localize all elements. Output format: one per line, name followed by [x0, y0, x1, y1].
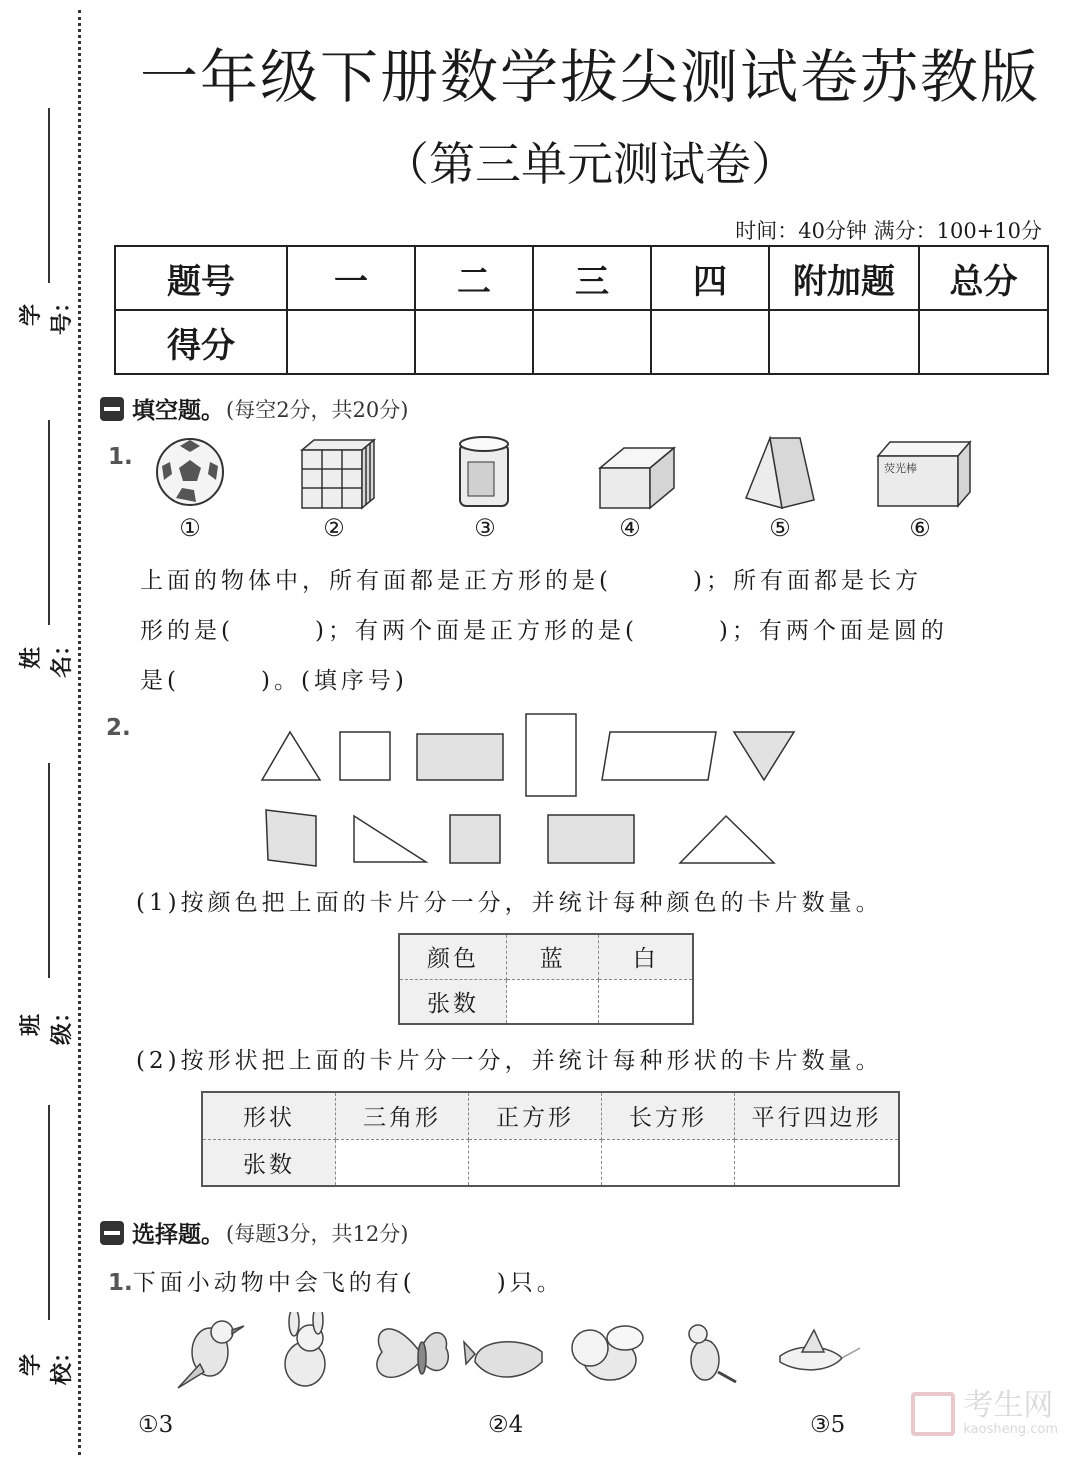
triangular-prism-icon	[746, 438, 814, 508]
score-cell[interactable]	[769, 310, 919, 374]
rabbit-icon	[285, 1312, 325, 1386]
score-col-3: 三	[533, 246, 651, 310]
s2-q1	[108, 1264, 564, 1297]
s2-q1-text: 下面小动物中会飞的有( )只。	[132, 1270, 564, 1296]
score-cell[interactable]	[919, 310, 1048, 374]
s1-q2-number: 2.	[106, 715, 131, 741]
score-cell[interactable]	[533, 310, 651, 374]
shape-table-header-square: 正方形	[469, 1092, 602, 1139]
shape-table-header-triangle: 三角形	[336, 1092, 469, 1139]
class-rule	[48, 763, 50, 978]
card-parallelogram-blue	[266, 810, 316, 866]
shape-table-header-rectangle: 长方形	[602, 1092, 735, 1139]
card-right-triangle-white	[354, 816, 426, 862]
section1-header	[100, 392, 408, 425]
color-table-header-blue: 蓝	[507, 934, 599, 979]
rubik-cube-icon	[302, 440, 374, 508]
figure-label-1: ①	[179, 514, 201, 542]
color-table-cell[interactable]	[507, 979, 599, 1024]
s1-q1-line-2: 形的是( )；有两个面是正方形的是( )；有两个面是圆的	[140, 618, 948, 644]
color-table-header-white: 白	[599, 934, 693, 979]
name-rule	[48, 420, 50, 625]
score-cell[interactable]	[651, 310, 769, 374]
glow-stick-box-icon	[878, 442, 970, 506]
figure-label-6: ⑥	[909, 514, 931, 542]
figure-label-2: ②	[323, 514, 345, 542]
binding-dashed-line	[78, 10, 81, 1455]
score-col-1: 一	[287, 246, 415, 310]
shape-table-row-label: 张数	[202, 1139, 336, 1186]
cuboid-icon	[600, 448, 674, 508]
shape-table-cell[interactable]	[336, 1139, 469, 1186]
score-col-4: 四	[651, 246, 769, 310]
section-marker-icon	[100, 397, 124, 421]
score-table	[114, 245, 1049, 375]
s1-q2-cards	[250, 708, 810, 878]
school-rule	[48, 1105, 50, 1320]
score-table-header-row	[115, 246, 1048, 310]
card-square-blue	[450, 815, 500, 863]
score-col-bonus: 附加题	[769, 246, 919, 310]
option-3[interactable]: ③5	[810, 1412, 846, 1438]
card-rectangle-blue-2	[548, 815, 634, 863]
score-col-total: 总分	[919, 246, 1048, 310]
s1-q2-part1: (1)按颜色把上面的卡片分一分，并统计每种颜色的卡片数量。	[136, 890, 883, 916]
option-1[interactable]: ①3	[138, 1412, 174, 1438]
s1-q1-line-3: 是( )。(填序号)	[140, 668, 408, 694]
student-id-label: 学号：	[19, 290, 75, 335]
score-col-2: 二	[415, 246, 533, 310]
card-parallelogram-white	[602, 732, 716, 780]
score-col-label: 题号	[115, 246, 287, 310]
time-info: 时间：40分钟 满分：100+10分	[735, 219, 1042, 243]
page-title: 一年级下册数学拔尖测试卷苏教版	[139, 43, 1040, 111]
page-subtitle: （第三单元测试卷）	[383, 137, 797, 191]
butterfly-icon	[377, 1329, 448, 1377]
bee-icon	[572, 1326, 643, 1380]
card-triangle-white	[262, 732, 320, 780]
shape-table-header-label: 形状	[202, 1092, 336, 1139]
score-cell[interactable]	[287, 310, 415, 374]
shape-table	[201, 1091, 900, 1187]
score-cell[interactable]	[415, 310, 533, 374]
shape-table-cell[interactable]	[735, 1139, 900, 1186]
s2-q1-animals	[170, 1312, 870, 1398]
card-square-white	[340, 732, 390, 780]
s2-q1-number: 1.	[108, 1270, 133, 1296]
shape-table-header-parallelogram: 平行四边形	[735, 1092, 900, 1139]
card-rectangle-tall-white	[526, 714, 576, 796]
score-row-label: 得分	[115, 310, 287, 374]
kangaroo-icon	[689, 1325, 736, 1382]
figure-label-4: ④	[619, 514, 641, 542]
watermark-en: kaosheng.com	[963, 1422, 1058, 1437]
section2-title: 选择题。	[132, 1222, 224, 1248]
bird-icon	[178, 1321, 244, 1388]
option-2[interactable]: ②4	[488, 1412, 524, 1438]
s1-q1-number: 1.	[108, 444, 133, 470]
section2-note: (每题3分，共12分)	[226, 1221, 409, 1246]
soccer-ball-icon	[157, 439, 223, 505]
figure-label-3: ③	[474, 514, 496, 542]
student-id-rule	[48, 108, 50, 283]
shape-table-cell[interactable]	[469, 1139, 602, 1186]
watermark	[911, 1390, 1058, 1437]
card-rectangle-blue	[417, 734, 503, 780]
watermark-cn: 考生网	[963, 1388, 1054, 1423]
dove-icon	[780, 1330, 860, 1370]
score-table-score-row	[115, 310, 1048, 374]
shape-table-cell[interactable]	[602, 1139, 735, 1186]
whale-icon	[464, 1342, 542, 1377]
jar-cylinder-icon	[460, 437, 508, 506]
s1-q1-figures	[150, 432, 980, 512]
card-triangle-down-blue	[734, 732, 794, 780]
school-label: 学校：	[19, 1340, 75, 1385]
section2-header	[100, 1216, 408, 1249]
figure-label-5: ⑤	[769, 514, 791, 542]
name-label: 姓名：	[19, 633, 75, 678]
color-table-cell[interactable]	[599, 979, 693, 1024]
section1-title: 填空题。	[132, 398, 224, 424]
card-triangle-white-2	[680, 816, 774, 863]
section-marker-icon	[100, 1221, 124, 1245]
color-table-row-label: 张数	[399, 979, 507, 1024]
s1-q1-line-1: 上面的物体中，所有面都是正方形的是( )；所有面都是长方	[140, 568, 922, 594]
s1-q2-part2: (2)按形状把上面的卡片分一分，并统计每种形状的卡片数量。	[136, 1048, 883, 1074]
color-table-header-label: 颜色	[399, 934, 507, 979]
class-label: 班级：	[19, 1000, 75, 1045]
color-table	[398, 933, 694, 1025]
box-text: 荧光棒	[884, 462, 917, 475]
watermark-logo-icon	[911, 1392, 955, 1436]
section1-note: (每空2分，共20分)	[226, 397, 409, 422]
